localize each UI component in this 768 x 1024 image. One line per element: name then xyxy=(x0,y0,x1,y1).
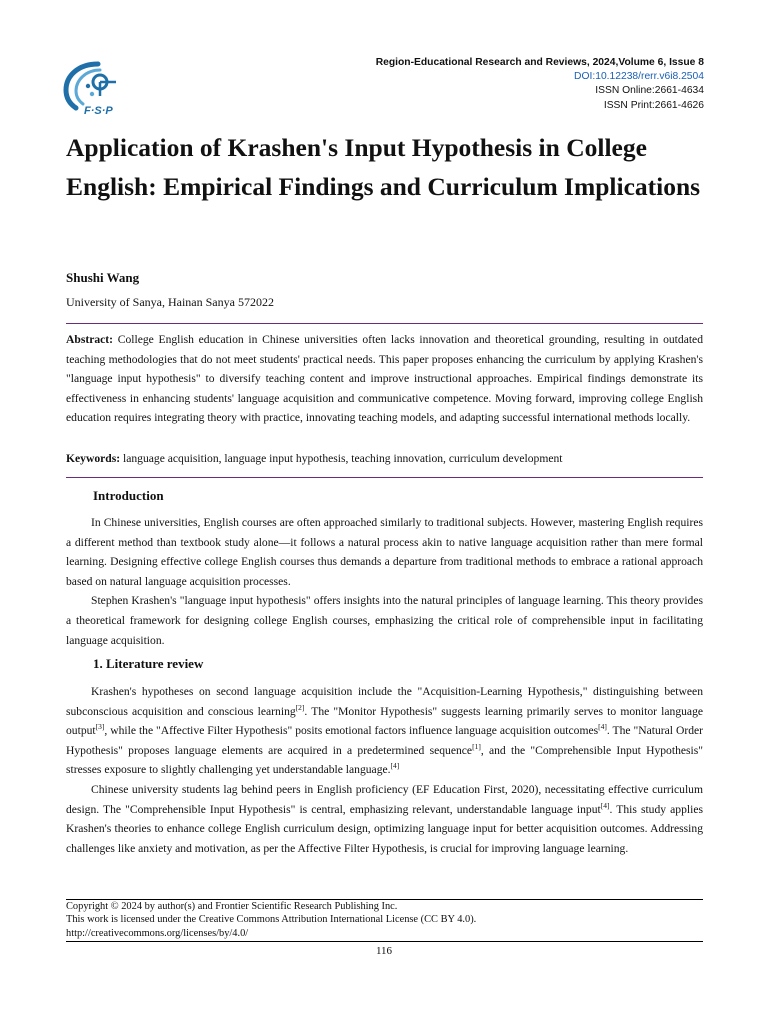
journal-header xyxy=(376,56,704,113)
introduction-heading: Introduction xyxy=(93,488,164,503)
citation[interactable]: [4] xyxy=(600,800,610,810)
copyright-line: Copyright © 2024 by author(s) and Frontier Scientific Research Publishing Inc. xyxy=(66,901,398,912)
lit-text: . The "Natural Order Hypothesis" proposes language elements are acquired in a predetermined sequence xyxy=(66,724,703,757)
intro-paragraph-1: In Chinese universities, English courses are often approached similarly to traditional subjects. However, mastering English requires a different method than textbook study alone—it follows a natural process akin to native language acquisition rather than mere formal learning. Designing effective college English courses thus demands a departure from traditional methods to embrace a rational approach based on natural language acquisition processes. xyxy=(66,516,703,588)
issn-print: ISSN Print:2661-4626 xyxy=(603,99,704,111)
keywords-label: Keywords: xyxy=(66,452,121,465)
page-number: 116 xyxy=(375,945,393,957)
lit-paragraph-1 xyxy=(66,682,703,780)
abstract xyxy=(66,330,703,428)
lit-text: Krashen's hypotheses on second language acquisition include the "Acquisition-Learning Hypothesis," distinguishing between subconscious acquisition and conscious learning xyxy=(66,685,703,718)
abstract-bottom-rule xyxy=(66,477,703,478)
footer-bottom-rule xyxy=(66,941,703,942)
intro-paragraph-2: Stephen Krashen's "language input hypothesis" offers insights into the natural principles of language learning. This theory provides a theoretical framework for designing college English courses, emphasizing the critical role of comprehensible input in facilitating language acquisition. xyxy=(66,594,703,647)
keywords-text: language acquisition, language input hypothesis, teaching innovation, curriculum development xyxy=(123,452,563,465)
lit-text: . This study applies Krashen's theories to enhance college English curriculum design, optimizing language input for better acquisition outcomes. Addressing challenges like anxiety and motivation, as per the Affective Filter Hypothesis, is crucial for improving language learning. xyxy=(66,802,703,855)
lit-paragraph-2 xyxy=(66,780,703,858)
introduction-body xyxy=(66,513,703,650)
abstract-label: Abstract: xyxy=(66,333,114,346)
citation[interactable]: [2] xyxy=(295,702,305,712)
copyright-footer xyxy=(66,900,703,940)
license-line: This work is licensed under the Creative Commons Attribution International License (CC BY 4.0). xyxy=(66,914,477,926)
citation[interactable]: [4] xyxy=(598,722,607,732)
author-affiliation: University of Sanya, Hainan Sanya 572022 xyxy=(66,295,274,309)
literature-review-heading: 1. Literature review xyxy=(93,656,204,671)
lit-text: , while the "Affective Filter Hypothesis" posits emotional factors influence language acquisition outcomes xyxy=(104,724,599,738)
keywords xyxy=(66,449,703,469)
issn-online: ISSN Online:2661-4634 xyxy=(595,85,704,97)
abstract-top-rule xyxy=(66,323,703,324)
doi-link[interactable]: DOI:10.12238/rerr.v6i8.2504 xyxy=(574,71,704,83)
lit-text: Chinese university students lag behind peers in English proficiency (EF Education First, 2020), necessitating effective curriculum design. The "Comprehensible Input Hypothesis" is central, emphasizing relevant, understandable language input xyxy=(66,782,703,816)
license-url[interactable]: http://creativecommons.org/licenses/by/4.0/ xyxy=(66,927,249,939)
literature-review-body xyxy=(66,682,703,858)
citation[interactable]: [4] xyxy=(390,761,400,771)
publisher-logo xyxy=(60,60,140,118)
lit-text: , and the "Comprehensible Input Hypothesis" stresses exposure to slightly challenging yet understandable language. xyxy=(66,743,703,777)
author-name: Shushi Wang xyxy=(66,270,140,285)
journal-name: Region-Educational Research and Reviews, 2024,Volume 6, Issue 8 xyxy=(375,57,704,68)
citation[interactable]: [1] xyxy=(472,741,481,751)
abstract-text: College English education in Chinese universities often lacks innovation and theoretical grounding, resulting in outdated teaching methodologies that do not meet students' practical needs. This paper proposes enhancing the curriculum by applying Krashen's "language input hypothesis" to diversify teaching content and improve instructional approaches. Empirical findings demonstrate its effectiveness in enhancing students' language acquisition and communicative competence. Moving forward, improving college English education requires integrating theory with practice, innovating teaching models, and adapting successful international methods locally. xyxy=(66,333,703,425)
citation[interactable]: [3] xyxy=(95,722,105,732)
logo-text: F·S·P xyxy=(84,105,113,117)
lit-text: . The "Monitor Hypothesis" suggests learning primarily serves to monitor language output xyxy=(66,704,704,738)
article-title: Application of Krashen's Input Hypothesis in College English: Empirical Findings and Curriculum Implications xyxy=(66,133,701,201)
